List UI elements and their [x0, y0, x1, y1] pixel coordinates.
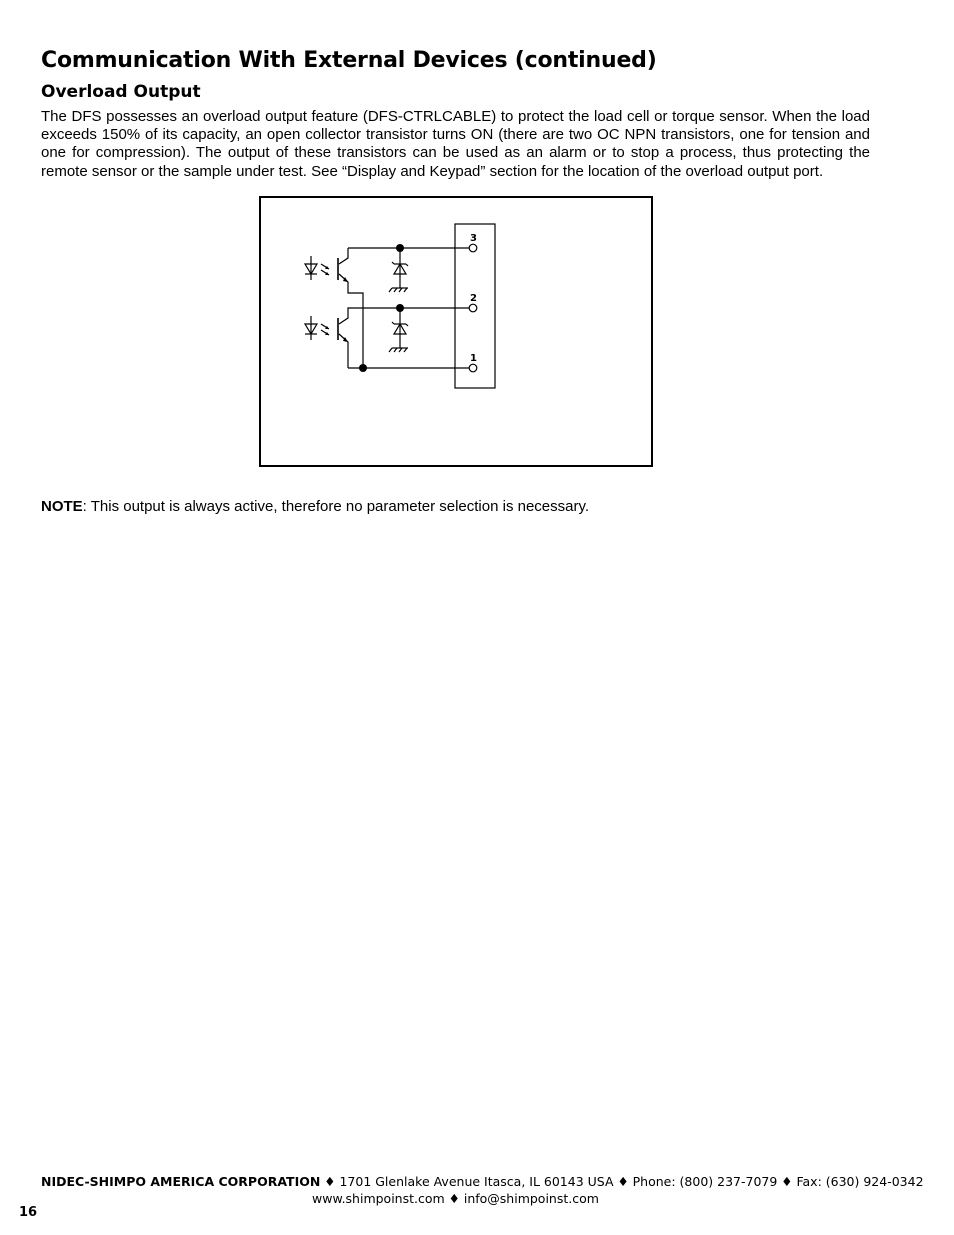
- top-zener-diode: [389, 248, 408, 292]
- terminal-pin-2: [469, 304, 477, 312]
- circuit-schematic: [261, 198, 651, 465]
- pin-label-3: 3: [470, 233, 477, 244]
- junction-dot-pin1: [359, 364, 367, 372]
- footer-company-line: [41, 1174, 924, 1189]
- footer-company-name: NIDEC-SHIMPO AMERICA CORPORATION: [41, 1174, 321, 1189]
- page-title: Communication With External Devices (continued): [41, 48, 657, 73]
- pin-label-2: 2: [470, 293, 477, 304]
- bottom-led-symbol: [305, 316, 329, 340]
- bottom-zener-diode: [389, 308, 408, 352]
- footer-web-contact: www.shimpoinst.com ♦ info@shimpoinst.com: [312, 1191, 599, 1206]
- page-number: 16: [19, 1205, 38, 1220]
- note-label: NOTE: [41, 498, 83, 515]
- footer-address: ♦ 1701 Glenlake Avenue Itasca, IL 60143 USA ♦ Phone: (800) 237-7079 ♦ Fax: (630) 924-0342: [320, 1174, 924, 1189]
- bottom-transistor-collector: [339, 308, 363, 324]
- section-heading: Overload Output: [41, 82, 201, 102]
- note-text: : This output is always active, therefore no parameter selection is necessary.: [82, 498, 590, 515]
- top-led-symbol: [305, 256, 329, 280]
- terminal-pin-1: [469, 364, 477, 372]
- junction-dot-pin2: [396, 304, 404, 312]
- pin-label-1: 1: [470, 353, 477, 364]
- top-transistor-collector: [339, 248, 348, 264]
- overload-description-paragraph: The DFS possesses an overload output feature (DFS-CTRLCABLE) to protect the load cell or torque sensor. When the load exceeds 150% of its capacity, an open collector transistor turns ON (there are two OC NPN transistors, one for tension and one for compression). The output of these transistors can be used as an alarm or to stop a process, thus protecting the remote sensor or the sample under test. See “Display and Keypad” section for the location of the overload output port.: [41, 108, 870, 180]
- overload-circuit-diagram: [259, 196, 653, 467]
- terminal-pin-3: [469, 244, 477, 252]
- note: [41, 498, 589, 515]
- junction-dot-pin3: [396, 244, 404, 252]
- bottom-transistor-emitter: [339, 334, 348, 368]
